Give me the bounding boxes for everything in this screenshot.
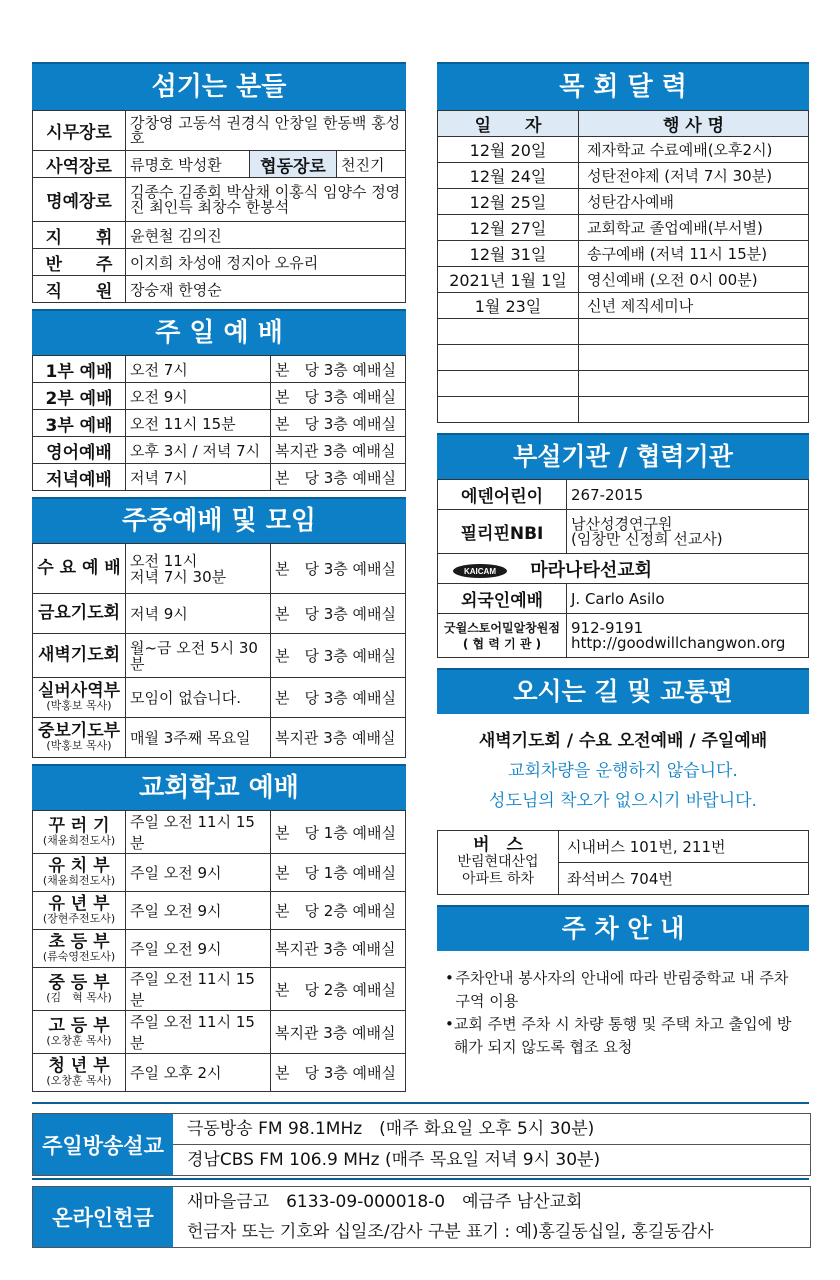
dept-leader: (채윤희전도사) <box>42 833 116 847</box>
serving-value: 이지희 차성애 정지아 오유리 <box>126 249 406 276</box>
service-time: 저녁 7시 <box>126 464 271 491</box>
dept-label <box>33 811 126 854</box>
affiliates-title: 부설기관 / 협력기관 <box>513 442 733 471</box>
calendar-date: 2021년 1월 1일 <box>438 267 579 293</box>
serving-value: 강창영 고동석 권경식 안창일 한동백 홍성호 <box>126 111 406 151</box>
meeting-label <box>33 544 126 594</box>
service-label: 3부 예배 <box>33 410 126 437</box>
dept-place: 본 당 2층 예배실 <box>271 892 406 930</box>
kindergarten-value: 267-2015 <box>567 480 809 510</box>
service-time: 오전 9시 <box>126 383 271 410</box>
dept-leader: (류숙영전도사) <box>42 950 116 963</box>
meeting-leader: (박홍보 목사) <box>46 699 112 712</box>
dept-place: 복지관 3층 예배실 <box>271 930 406 968</box>
service-label: 영어예배 <box>33 437 126 464</box>
meeting-leader: (박홍보 목사) <box>46 739 112 752</box>
meeting-place: 본 당 3층 예배실 <box>271 594 406 634</box>
philippines-value: 남산성경연구원 (임창만 신정희 선교사) <box>567 510 809 554</box>
parking-item-text: 교회 주변 주차 시 차량 통행 및 주택 차고 출입에 방해가 되지 않도록 협조 요청 <box>453 1015 792 1056</box>
bus-label-cell <box>438 831 559 895</box>
dept-time: 주일 오전 11시 15분 <box>126 1011 271 1054</box>
meeting-time: 오전 11시 저녁 7시 30분 <box>126 544 271 594</box>
left-column <box>32 62 406 1092</box>
service-time: 오전 11시 15분 <box>126 410 271 437</box>
calendar-date-header: 일 자 <box>438 111 579 137</box>
service-place: 본 당 3층 예배실 <box>271 383 406 410</box>
calendar-date <box>438 319 579 345</box>
dept-label-text: 청 년 부 <box>48 1056 110 1076</box>
directions-title: 오시는 길 및 교통편 <box>513 677 733 706</box>
foreign-label: 외국인예배 <box>438 584 567 614</box>
calendar-event <box>579 371 809 397</box>
meeting-label-text: 실버사역부 <box>37 681 121 701</box>
dept-label <box>33 968 126 1011</box>
calendar-date <box>438 397 579 423</box>
dept-leader: (김 혁 목사) <box>46 990 112 1004</box>
dept-place: 본 당 2층 예배실 <box>271 968 406 1011</box>
dept-leader: (오창훈 목사) <box>46 1074 112 1087</box>
dept-label-text: 고 등 부 <box>48 1015 110 1036</box>
service-label: 1부 예배 <box>33 356 126 383</box>
dept-time: 주일 오전 9시 <box>126 854 271 892</box>
dept-label <box>33 930 126 968</box>
sunday-header <box>32 309 406 355</box>
meeting-place: 본 당 3층 예배실 <box>271 544 406 594</box>
calendar-date: 12월 24일 <box>438 163 579 189</box>
meeting-time: 저녁 9시 <box>126 594 271 634</box>
serving-label: 시무장로 <box>33 111 126 151</box>
kaicam-logo-icon <box>452 563 514 579</box>
parking-item: • 교회 주변 주차 시 차량 통행 및 주택 차고 출입에 방해가 되지 않도록 협조 요청 <box>445 1013 801 1059</box>
affiliates-header <box>437 433 809 479</box>
calendar-date: 1월 23일 <box>438 293 579 319</box>
dept-leader: (장현주전도사) <box>42 912 116 925</box>
serving-value: 윤현철 김의진 <box>126 222 406 249</box>
directions-line2: 교회차량을 운행하지 않습니다. <box>508 761 738 781</box>
meeting-label-text: 중보기도부 <box>37 721 121 741</box>
meeting-place: 본 당 3층 예배실 <box>271 678 406 718</box>
calendar-date: 12월 25일 <box>438 189 579 215</box>
meeting-place: 복지관 3층 예배실 <box>271 718 406 758</box>
directions-line1: 새벽기도회 / 수요 오전예배 / 주일예배 <box>478 731 768 751</box>
offering-label: 온라인헌금 <box>33 1187 173 1247</box>
meeting-place: 본 당 3층 예배실 <box>271 634 406 678</box>
dept-label <box>33 854 126 892</box>
serving-value: 류명호 박성환 <box>126 151 250 178</box>
service-place: 본 당 3층 예배실 <box>271 464 406 491</box>
serving-value: 김종수 김종회 박삼채 이홍식 임양수 정영진 최인득 최창수 한봉석 <box>126 178 406 222</box>
service-place: 본 당 3층 예배실 <box>271 410 406 437</box>
broadcast-line-1: 극동방송 FM 98.1MHz (매주 화요일 오후 5시 30분) <box>173 1114 810 1145</box>
meeting-label <box>33 678 126 718</box>
kaicam-logo-text: KAICAM <box>464 566 496 576</box>
calendar-event: 제자학교 수료예배(오후2시) <box>579 137 809 163</box>
calendar-event-header: 행 사 명 <box>579 111 809 137</box>
calendar-date <box>438 345 579 371</box>
meeting-label <box>33 594 126 634</box>
goodwill-label: 굿윌스토어밀알창원점 ( 협 력 기 관 ) <box>438 614 567 658</box>
calendar-event <box>579 397 809 423</box>
calendar-event: 성탄감사예배 <box>579 189 809 215</box>
serving-label: 명예장로 <box>33 178 126 222</box>
serving-header <box>32 62 406 110</box>
weekday-table <box>32 543 406 758</box>
dept-label-text: 중 등 부 <box>48 972 110 993</box>
offering-bar <box>32 1186 811 1248</box>
meeting-label <box>33 718 126 758</box>
parking-header <box>437 905 809 951</box>
calendar-event <box>579 319 809 345</box>
calendar-event: 교회학교 졸업예배(부서별) <box>579 215 809 241</box>
meeting-time: 매월 3주째 목요일 <box>126 718 271 758</box>
serving-value-2: 천진기 <box>337 151 406 178</box>
calendar-date: 12월 20일 <box>438 137 579 163</box>
serving-label-2: 협동장로 <box>250 151 337 178</box>
dept-time: 주일 오후 2시 <box>126 1054 271 1092</box>
calendar-event: 신년 제직세미나 <box>579 293 809 319</box>
meeting-label-text: 금요기도회 <box>37 603 121 623</box>
calendar-date: 12월 27일 <box>438 215 579 241</box>
meeting-time: 모임이 없습니다. <box>126 678 271 718</box>
parking-list <box>437 951 809 1059</box>
meeting-label-text: 수 요 예 배 <box>37 558 121 578</box>
service-time: 오후 3시 / 저녁 7시 <box>126 437 271 464</box>
calendar-title: 목 회 달 력 <box>559 72 687 102</box>
right-column <box>437 62 809 1059</box>
broadcast-line-2: 경남CBS FM 106.9 MHz (매주 목요일 저녁 9시 30분) <box>187 1150 601 1170</box>
weekday-title: 주중예배 및 모임 <box>122 506 316 536</box>
service-label: 2부 예배 <box>33 383 126 410</box>
weekday-header <box>32 497 406 543</box>
bus-line-2: 좌석버스 704번 <box>559 863 809 895</box>
serving-value: 장숭재 한영순 <box>126 276 406 303</box>
directions-line3: 성도님의 착오가 없으시기 바랍니다. <box>489 791 757 811</box>
philippines-label: 필리핀NBI <box>438 510 567 554</box>
divider <box>32 1178 809 1180</box>
dept-time: 주일 오전 11시 15분 <box>126 811 271 854</box>
bus-line-1: 시내버스 101번, 211번 <box>559 831 809 863</box>
dept-place: 본 당 3층 예배실 <box>271 1054 406 1092</box>
divider <box>32 1102 809 1104</box>
calendar-date <box>438 371 579 397</box>
dept-place: 본 당 1층 예배실 <box>271 811 406 854</box>
service-time: 오전 7시 <box>126 356 271 383</box>
calendar-event <box>579 345 809 371</box>
serving-label: 지 휘 <box>33 222 126 249</box>
dept-leader: (오창훈 목사) <box>46 1033 112 1047</box>
bus-label: 버 스 <box>473 835 523 855</box>
serving-title: 섬기는 분들 <box>151 72 287 102</box>
offering-line-1: 새마을금고 6133-09-000018-0 예금주 남산교회 <box>187 1192 583 1212</box>
offering-line-2: 헌금자 또는 기호와 십일조/감사 구분 표기 : 예)홍길동십일, 홍길동감사 <box>187 1222 714 1242</box>
meeting-label <box>33 634 126 678</box>
broadcast-bar <box>32 1113 811 1176</box>
dept-place: 본 당 1층 예배실 <box>271 854 406 892</box>
sunday-title: 주 일 예 배 <box>155 318 283 348</box>
sunday-table <box>32 355 406 491</box>
meeting-time: 월~금 오전 5시 30분 <box>126 634 271 678</box>
dept-time: 주일 오전 9시 <box>126 930 271 968</box>
service-label: 저녁예배 <box>33 464 126 491</box>
serving-label: 사역장로 <box>33 151 126 178</box>
meeting-label-text: 새벽기도회 <box>37 645 121 665</box>
foreign-value: J. Carlo Asilo <box>567 584 809 614</box>
service-place: 본 당 3층 예배실 <box>271 356 406 383</box>
calendar-event: 성탄전야제 (저녁 7시 30분) <box>579 163 809 189</box>
serving-label: 직 원 <box>33 276 126 303</box>
goodwill-value: 912-9191 http://goodwillchangwon.org <box>567 614 809 658</box>
dept-label-text: 유 치 부 <box>48 856 110 876</box>
dept-label-text: 유 년 부 <box>48 894 110 914</box>
dept-place: 복지관 3층 예배실 <box>271 1011 406 1054</box>
parking-title: 주 차 안 내 <box>561 914 685 943</box>
serving-label: 반 주 <box>33 249 126 276</box>
calendar-date: 12월 31일 <box>438 241 579 267</box>
broadcast-label: 주일방송설교 <box>33 1114 173 1175</box>
kaicam-logo <box>452 563 514 579</box>
school-header <box>32 764 406 810</box>
parking-item-text: 주차안내 봉사자의 안내에 따라 반림중학교 내 주차구역 이용 <box>455 969 789 1010</box>
kindergarten-label: 에덴어린이 <box>438 480 567 510</box>
dept-label <box>33 1011 126 1054</box>
dept-label <box>33 1054 126 1092</box>
calendar-header <box>437 62 809 110</box>
calendar-event: 송구예배 (저녁 11시 15분) <box>579 241 809 267</box>
school-table <box>32 810 406 1092</box>
dept-label-text: 초 등 부 <box>48 932 110 952</box>
kaicam-text: 마라나타선교회 <box>530 559 652 581</box>
directions-notice <box>437 714 809 816</box>
school-title: 교회학교 예배 <box>139 773 299 803</box>
calendar-event: 영신예배 (오전 0시 00분) <box>579 267 809 293</box>
bus-table <box>437 830 809 895</box>
dept-label <box>33 892 126 930</box>
directions-header <box>437 668 809 714</box>
bus-sub: 반림현대산업 아파트 하차 <box>457 854 539 887</box>
service-place: 복지관 3층 예배실 <box>271 437 406 464</box>
dept-time: 주일 오전 9시 <box>126 892 271 930</box>
dept-leader: (채윤희전도사) <box>42 874 116 887</box>
kaicam-row <box>438 554 809 584</box>
parking-item: • 주차안내 봉사자의 안내에 따라 반림중학교 내 주차구역 이용 <box>445 967 801 1013</box>
calendar-table <box>437 110 809 423</box>
dept-label-text: 꾸 러 기 <box>48 815 110 836</box>
serving-table <box>32 110 406 303</box>
dept-time: 주일 오전 11시 15분 <box>126 968 271 1011</box>
affiliates-table <box>437 479 809 658</box>
